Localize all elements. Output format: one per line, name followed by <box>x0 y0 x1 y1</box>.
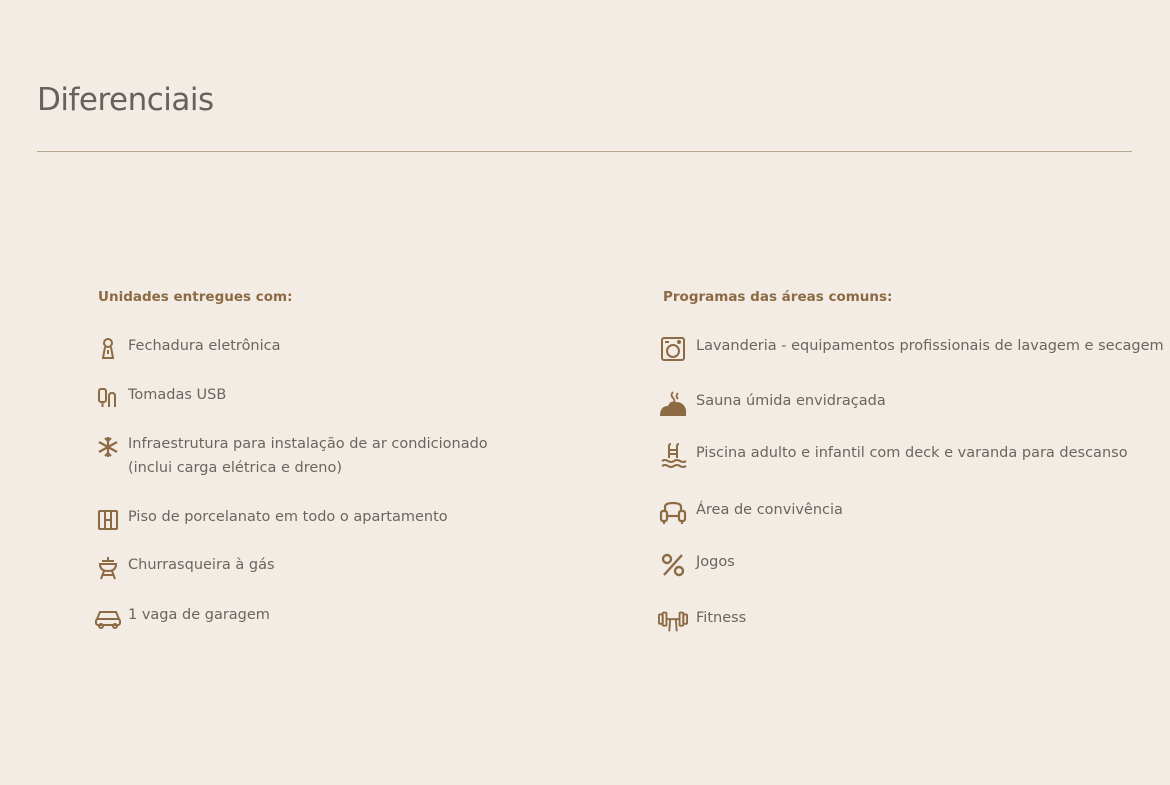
porcelain-tile-icon <box>93 505 123 535</box>
list-item <box>93 609 270 633</box>
list-item <box>93 511 448 535</box>
list-item <box>658 504 843 528</box>
list-item <box>658 556 735 580</box>
usb-plug-icon <box>93 383 123 413</box>
list-item <box>93 559 275 583</box>
item-text: Sauna úmida envidraçada <box>696 393 886 409</box>
key-lock-icon <box>93 334 123 364</box>
common-areas-heading: Programas das áreas comuns: <box>663 289 893 305</box>
dumbbell-icon <box>658 606 688 636</box>
title-divider <box>37 151 1132 152</box>
list-item <box>658 395 886 419</box>
item-text: Jogos <box>696 554 735 570</box>
item-text <box>128 432 488 480</box>
grill-icon <box>93 553 123 583</box>
item-text: Área de convivência <box>696 502 843 518</box>
page-title: Diferenciais <box>37 82 214 118</box>
item-text: Piscina adulto e infantil com deck e varanda para descanso <box>696 445 1128 461</box>
snowflake-icon <box>93 432 123 462</box>
item-text: 1 vaga de garagem <box>128 607 270 623</box>
list-item <box>658 340 1164 364</box>
list-item <box>93 340 281 364</box>
item-text: Fechadura eletrônica <box>128 338 281 354</box>
item-text: Piso de porcelanato em todo o apartamento <box>128 509 448 525</box>
item-text: Churrasqueira à gás <box>128 557 275 573</box>
car-icon <box>93 603 123 633</box>
item-text-line: Infraestrutura para instalação de ar condicionado <box>128 436 488 452</box>
pool-icon <box>658 441 688 471</box>
list-item <box>658 612 746 636</box>
sauna-icon <box>658 389 688 419</box>
list-item <box>93 438 488 480</box>
item-text: Tomadas USB <box>128 387 227 403</box>
item-text: Lavanderia - equipamentos profissionais de lavagem e secagem <box>696 338 1164 354</box>
units-heading: Unidades entregues com: <box>98 289 293 305</box>
list-item <box>93 389 226 413</box>
games-percent-icon <box>658 550 688 580</box>
item-text-line: (inclui carga elétrica e dreno) <box>128 460 342 476</box>
list-item <box>658 447 1128 471</box>
item-text: Fitness <box>696 610 747 626</box>
washing-machine-icon <box>658 334 688 364</box>
armchair-icon <box>658 498 688 528</box>
